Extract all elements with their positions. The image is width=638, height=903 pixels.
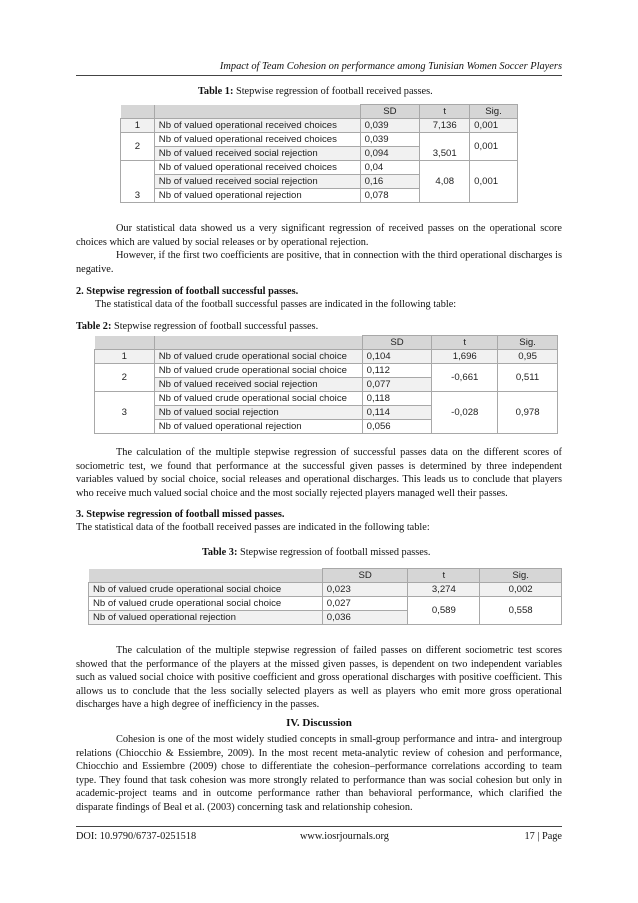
section-2-intro: The statistical data of the football successful passes are indicated in the following table:: [95, 299, 457, 310]
paragraph-results-received-2: However, if the first two coefficients are positive, that in connection with the third operational discharges is negative.: [76, 250, 562, 275]
step-cell: 3: [95, 392, 155, 434]
variable-cell: Nb of valued operational rejection: [154, 420, 362, 434]
table1-caption-text: Stepwise regression of football received passes.: [233, 86, 433, 97]
sig-cell: 0,978: [498, 392, 558, 434]
column-header-sd: SD: [360, 105, 420, 119]
variable-cell: Nb of valued crude operational social choice: [89, 597, 323, 611]
sig-cell: 0,001: [470, 161, 518, 203]
variable-cell: Nb of valued crude operational social choice: [154, 392, 362, 406]
variable-cell: Nb of valued operational rejection: [89, 611, 323, 625]
t-cell: 3,501: [420, 133, 470, 161]
table-corner: [95, 336, 155, 350]
t-cell: 1,696: [432, 350, 498, 364]
sd-cell: 0,027: [322, 597, 408, 611]
variable-cell: Nb of valued crude operational social choice: [154, 364, 362, 378]
running-header: Impact of Team Cohesion on performance among Tunisian Women Soccer Players: [219, 61, 562, 72]
column-header-sig: Sig.: [498, 336, 558, 350]
table3-caption-text: Stepwise regression of football missed passes.: [237, 547, 431, 558]
variable-cell: Nb of valued crude operational social choice: [154, 350, 362, 364]
sd-cell: 0,023: [322, 583, 408, 597]
t-cell: 7,136: [420, 119, 470, 133]
footer-page-number: 17 | Page: [524, 831, 562, 842]
t-cell: -0,661: [432, 364, 498, 392]
sig-cell: 0,001: [470, 119, 518, 133]
step-cell: 3: [121, 161, 155, 203]
table2-caption-label: Table 2:: [76, 321, 112, 332]
column-header-sig: Sig.: [480, 569, 562, 583]
variable-cell: Nb of valued received social rejection: [154, 378, 362, 392]
table-corner: [154, 105, 360, 119]
table1-caption: [198, 86, 433, 97]
t-cell: -0,028: [432, 392, 498, 434]
t-cell: 4,08: [420, 161, 470, 203]
variable-cell: Nb of valued social rejection: [154, 406, 362, 420]
table-row: [121, 133, 518, 147]
sd-cell: 0,056: [362, 420, 432, 434]
table1: [120, 104, 518, 203]
discussion-paragraph: Cohesion is one of the most widely studied concepts in small-group performance and intra- and intergroup relations (Chiocchio & Essiembre, 2009). In the most recent meta-analytic review of cohesion and performance, Chiocchio and Essiembre (2009) chose to differentiate the cohesion–performance correlations according to team type. They found that task cohesion was more strongly related to performance than was social cohesion but only in academic-project teams and in outcome performance rather than behavioral performance, which clarified the disparate findings of Beal et al. (2003) concerning task and relationship cohesion.: [76, 734, 562, 813]
sig-cell: 0,95: [498, 350, 558, 364]
table-row: [121, 119, 518, 133]
table3-caption-label: Table 3:: [202, 547, 238, 558]
sd-cell: 0,039: [360, 119, 420, 133]
table-header-row: [121, 105, 518, 119]
variable-cell: Nb of valued operational rejection: [154, 189, 360, 203]
variable-cell: Nb of valued received social rejection: [154, 175, 360, 189]
step-cell: 1: [95, 350, 155, 364]
sd-cell: 0,04: [360, 161, 420, 175]
table-corner: [154, 336, 362, 350]
sig-cell: 0,558: [480, 597, 562, 625]
discussion-heading: IV. Discussion: [286, 717, 352, 729]
table-corner: [121, 105, 155, 119]
table3-caption: [202, 547, 430, 558]
paragraph-results-received: Our statistical data showed us a very significant regression of received passes on the operational score choices which are valued by social releases or by operational rejection.: [76, 223, 562, 248]
sd-cell: 0,036: [322, 611, 408, 625]
section-3-intro: The statistical data of the football received passes are indicated in the following table:: [76, 522, 430, 533]
sd-cell: 0,039: [360, 133, 420, 147]
footer-rule: [76, 826, 562, 827]
table-row: [121, 161, 518, 175]
section-3-heading: 3. Stepwise regression of football missed passes.: [76, 509, 285, 520]
sd-cell: 0,078: [360, 189, 420, 203]
column-header-t: t: [408, 569, 480, 583]
table2-caption-text: Stepwise regression of football successful passes.: [111, 321, 319, 332]
table-row: [95, 392, 558, 406]
table-row: [95, 350, 558, 364]
sd-cell: 0,112: [362, 364, 432, 378]
variable-cell: Nb of valued operational received choices: [154, 133, 360, 147]
sd-cell: 0,114: [362, 406, 432, 420]
paragraph-results-successful: The calculation of the multiple stepwise regression of successful passes data on the different scores of sociometric test, we found that performance at the successful given passes is determined by three independent variables valued by social choice, social releases and operational discharges. This leads us to conclude that players who receive much valued social choice and the most socially rejected players managed well their passes.: [76, 447, 562, 499]
table-row: [89, 597, 562, 611]
sd-cell: 0,16: [360, 175, 420, 189]
table-corner: [89, 569, 323, 583]
column-header-t: t: [432, 336, 498, 350]
variable-cell: Nb of valued operational received choices: [154, 119, 360, 133]
section-2-heading: 2. Stepwise regression of football successful passes.: [76, 286, 299, 297]
column-header-sd: SD: [362, 336, 432, 350]
table2: [94, 335, 558, 434]
sd-cell: 0,094: [360, 147, 420, 161]
column-header-sd: SD: [322, 569, 408, 583]
column-header-t: t: [420, 105, 470, 119]
sd-cell: 0,118: [362, 392, 432, 406]
step-cell: 2: [95, 364, 155, 392]
table1-caption-label: Table 1:: [198, 86, 234, 97]
paragraph-results-missed: The calculation of the multiple stepwise regression of failed passes on different sociometric test scores showed that the performance of the players at the missed given passes, is dependent on two independent variables such as valued social choice with positive coefficient and gross operational discharges with positive coefficient. This allows us to conclude that the less socially selected players as well as players who emit more gross operational discharges have a high degree of inefficiency in the passes.: [76, 645, 562, 711]
table2-caption: [76, 321, 318, 332]
step-cell: 1: [121, 119, 155, 133]
t-cell: 0,589: [408, 597, 480, 625]
header-rule: [76, 75, 562, 76]
sig-cell: 0,511: [498, 364, 558, 392]
table-row: [89, 583, 562, 597]
variable-cell: Nb of valued received social rejection: [154, 147, 360, 161]
table-header-row: [89, 569, 562, 583]
variable-cell: Nb of valued operational received choices: [154, 161, 360, 175]
table-header-row: [95, 336, 558, 350]
column-header-sig: Sig.: [470, 105, 518, 119]
variable-cell: Nb of valued crude operational social choice: [89, 583, 323, 597]
footer-website: www.iosrjournals.org: [300, 831, 389, 842]
table3: [88, 568, 562, 625]
sd-cell: 0,077: [362, 378, 432, 392]
step-cell: 2: [121, 133, 155, 161]
footer-doi: DOI: 10.9790/6737-0251518: [76, 831, 197, 842]
sig-cell: 0,001: [470, 133, 518, 161]
t-cell: 3,274: [408, 583, 480, 597]
sig-cell: 0,002: [480, 583, 562, 597]
sd-cell: 0,104: [362, 350, 432, 364]
table-row: [95, 364, 558, 378]
